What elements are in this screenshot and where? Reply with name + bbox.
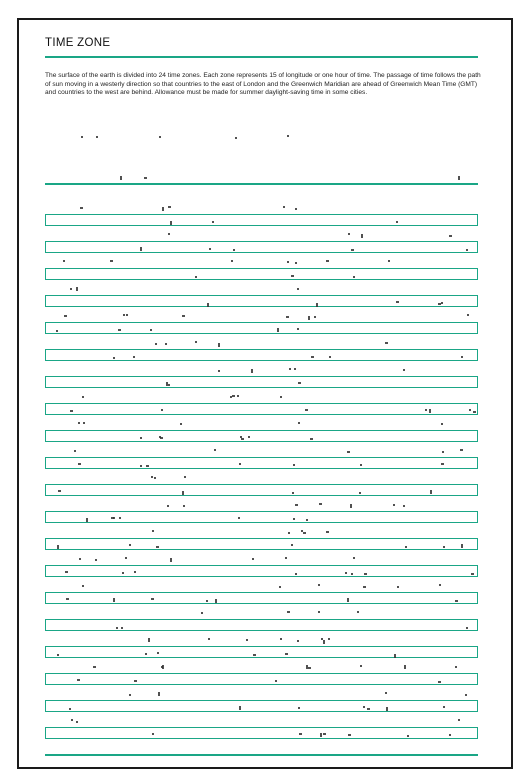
entry-mark	[397, 586, 399, 588]
entry-mark	[292, 492, 294, 494]
entry-mark	[233, 249, 235, 251]
entry-mark	[76, 721, 78, 723]
entry-mark	[239, 463, 241, 465]
entry-mark	[80, 207, 83, 209]
entry-mark	[287, 261, 289, 263]
entry-mark	[429, 409, 431, 413]
entry-mark	[152, 733, 154, 735]
entry-mark	[347, 598, 349, 602]
entry-mark	[461, 544, 463, 548]
entry-mark	[160, 437, 163, 439]
entry-mark	[69, 708, 71, 710]
entry-mark	[129, 694, 131, 696]
entry-mark	[311, 356, 314, 358]
entry-mark	[353, 557, 355, 559]
entry-mark	[151, 476, 153, 478]
entry-mark	[297, 328, 299, 330]
entry-mark	[407, 735, 409, 737]
entry-mark	[168, 206, 171, 208]
entry-mark	[466, 627, 468, 629]
entry-mark	[86, 518, 88, 522]
entry-mark	[471, 573, 474, 575]
entry-mark	[449, 235, 452, 237]
entry-mark	[58, 490, 61, 492]
intro-paragraph: The surface of the earth is divided into 24 time zones. Each zone represents 15 of longitude or one hour of time. The passage of time follows the path of sun moving in a westerly direction so that countries to the east of London and the Greenwich Maridian are ahead of Greenwich Mean Time (GMT) and countries to the west are behind. Allowance must be made for summer daylight-saving time in some cities.	[45, 72, 481, 97]
entry-mark	[441, 302, 443, 304]
entry-mark	[361, 234, 363, 238]
entry-mark	[159, 136, 161, 138]
entry-mark	[291, 275, 294, 277]
entry-mark	[314, 316, 316, 318]
entry-mark	[460, 449, 463, 451]
entry-mark	[283, 206, 285, 208]
entry-mark	[294, 368, 296, 370]
entry-mark	[319, 503, 322, 505]
entry-mark	[360, 464, 362, 466]
entry-mark	[473, 411, 476, 413]
entry-mark	[182, 491, 184, 495]
entry-mark	[151, 598, 154, 600]
entry-mark	[285, 653, 288, 655]
entry-mark	[246, 639, 248, 641]
entry-mark	[64, 315, 67, 317]
entry-mark	[299, 733, 302, 735]
entry-mark	[74, 450, 76, 452]
entry-mark	[441, 423, 443, 425]
entry-mark	[232, 395, 235, 397]
entry-mark	[350, 504, 352, 508]
entry-mark	[180, 423, 182, 425]
entry-mark	[465, 694, 467, 696]
entry-mark	[134, 571, 136, 573]
entry-mark	[298, 707, 300, 709]
entry-mark	[287, 611, 290, 613]
entry-mark	[298, 422, 300, 424]
entry-mark	[442, 451, 444, 453]
entry-mark	[293, 464, 295, 466]
entry-mark	[110, 260, 113, 262]
entry-mark	[326, 260, 329, 262]
entry-mark	[66, 598, 69, 600]
entry-mark	[280, 396, 282, 398]
entry-mark	[168, 384, 170, 386]
entry-mark	[320, 733, 322, 737]
entry-mark	[231, 260, 233, 262]
entry-mark	[293, 518, 295, 520]
entry-mark	[441, 463, 444, 465]
entry-mark	[116, 627, 118, 629]
entry-mark	[405, 546, 407, 548]
entry-mark	[156, 546, 159, 548]
entry-mark	[218, 343, 220, 347]
entry-mark	[133, 356, 135, 358]
entry-mark	[388, 260, 390, 262]
entry-mark	[140, 247, 142, 251]
entry-mark	[170, 221, 172, 225]
entry-mark	[251, 369, 253, 373]
entry-mark	[318, 584, 320, 586]
entry-mark	[146, 465, 149, 467]
entry-mark	[394, 654, 396, 658]
entry-mark	[458, 176, 460, 180]
entry-mark	[168, 233, 170, 235]
entry-mark	[403, 369, 405, 371]
entry-mark	[241, 438, 244, 440]
entry-mark	[111, 517, 114, 519]
entry-mark	[351, 249, 354, 251]
entry-mark	[295, 208, 297, 210]
entry-mark	[83, 422, 85, 424]
entry-mark	[347, 451, 350, 453]
entry-mark	[295, 262, 297, 264]
entry-mark	[120, 176, 122, 180]
entry-mark	[386, 707, 388, 711]
entry-mark	[215, 599, 217, 603]
entry-mark	[298, 382, 301, 384]
entry-mark	[239, 706, 241, 710]
entry-mark	[122, 572, 124, 574]
entry-mark	[78, 463, 81, 465]
entry-mark	[286, 316, 289, 318]
entry-mark	[113, 357, 115, 359]
entry-mark	[248, 436, 250, 438]
entry-mark	[182, 315, 185, 317]
entry-mark	[70, 410, 73, 412]
entry-mark	[144, 177, 147, 179]
entry-mark	[155, 343, 157, 345]
page-title: TIME ZONE	[45, 37, 111, 49]
entry-mark	[318, 611, 320, 613]
entry-mark	[443, 546, 445, 548]
entry-mark	[195, 341, 197, 343]
entry-mark	[393, 504, 395, 506]
entry-mark	[363, 586, 366, 588]
entry-mark	[201, 612, 203, 614]
entry-mark	[458, 719, 460, 721]
entry-mark	[306, 665, 308, 669]
entry-mark	[469, 409, 471, 411]
entry-mark	[449, 734, 451, 736]
entry-mark	[140, 465, 142, 467]
entry-mark	[170, 558, 172, 562]
entry-mark	[295, 573, 297, 575]
entry-mark	[396, 221, 398, 223]
entry-mark	[287, 135, 289, 137]
entry-mark	[360, 665, 362, 667]
entry-mark	[439, 584, 441, 586]
entry-mark	[165, 343, 167, 345]
entry-mark	[308, 667, 311, 669]
entry-mark	[403, 505, 405, 507]
timezone-entries	[45, 130, 478, 740]
entry-mark	[206, 600, 208, 602]
entry-mark	[308, 316, 310, 320]
entry-mark	[134, 680, 137, 682]
entry-mark	[288, 532, 290, 534]
entry-mark	[119, 517, 121, 519]
entry-mark	[238, 517, 240, 519]
entry-mark	[162, 207, 164, 211]
entry-mark	[93, 666, 96, 668]
entry-mark	[157, 652, 159, 654]
entry-mark	[455, 666, 457, 668]
entry-mark	[279, 586, 281, 588]
entry-mark	[79, 558, 81, 560]
entry-mark	[438, 681, 441, 683]
entry-mark	[364, 573, 367, 575]
entry-mark	[438, 303, 441, 305]
entry-mark	[291, 544, 293, 546]
entry-mark	[82, 585, 84, 587]
entry-mark	[353, 276, 355, 278]
entry-mark	[208, 638, 210, 640]
entry-mark	[56, 330, 58, 332]
entry-mark	[328, 638, 330, 640]
entry-mark	[329, 356, 331, 358]
entry-mark	[310, 438, 313, 440]
entry-mark	[345, 572, 347, 574]
entry-mark	[71, 719, 73, 721]
entry-mark	[348, 734, 351, 736]
entry-mark	[280, 638, 282, 640]
entry-mark	[425, 409, 427, 411]
entry-mark	[154, 477, 156, 479]
entry-mark	[357, 611, 359, 613]
entry-mark	[207, 303, 209, 307]
entry-mark	[158, 692, 160, 696]
entry-mark	[209, 248, 211, 250]
entry-mark	[57, 654, 59, 656]
entry-mark	[326, 531, 329, 533]
entry-mark	[214, 449, 216, 451]
entry-mark	[77, 679, 80, 681]
entry-mark	[367, 708, 370, 710]
footer-rule	[45, 754, 478, 756]
title-rule	[45, 56, 478, 58]
entry-mark	[396, 301, 399, 303]
entry-mark	[167, 505, 169, 507]
entry-mark	[65, 571, 68, 573]
entry-mark	[306, 519, 308, 521]
entry-mark	[303, 532, 306, 534]
entry-mark	[162, 665, 164, 669]
entry-mark	[275, 680, 277, 682]
entry-mark	[385, 342, 388, 344]
entry-mark	[363, 706, 365, 708]
entry-mark	[195, 276, 197, 278]
entry-mark	[76, 287, 78, 291]
entry-mark	[404, 665, 406, 669]
entry-mark	[348, 233, 350, 235]
entry-mark	[129, 544, 131, 546]
entry-mark	[237, 395, 239, 397]
entry-mark	[351, 573, 353, 575]
entry-mark	[96, 136, 98, 138]
entry-mark	[230, 396, 232, 398]
entry-mark	[443, 706, 445, 708]
entry-mark	[461, 356, 463, 358]
entry-mark	[323, 640, 325, 644]
entry-mark	[305, 409, 308, 411]
entry-mark	[113, 598, 115, 602]
entry-mark	[63, 260, 65, 262]
entry-mark	[297, 640, 299, 642]
entry-mark	[161, 409, 163, 411]
entry-mark	[466, 249, 468, 251]
entry-mark	[118, 329, 121, 331]
entry-mark	[184, 476, 186, 478]
entry-mark	[218, 370, 220, 372]
entry-mark	[289, 368, 291, 370]
entry-mark	[145, 653, 147, 655]
entry-mark	[252, 558, 254, 560]
entry-mark	[81, 136, 83, 138]
entry-mark	[235, 137, 237, 139]
entry-mark	[125, 557, 127, 559]
entry-mark	[82, 396, 84, 398]
entry-mark	[78, 422, 80, 424]
entry-mark	[57, 545, 59, 549]
entry-mark	[212, 221, 214, 223]
entry-mark	[285, 557, 287, 559]
entry-mark	[385, 692, 387, 694]
entry-mark	[70, 288, 72, 290]
entry-mark	[152, 530, 154, 532]
entry-mark	[150, 329, 152, 331]
entry-mark	[123, 314, 125, 316]
entry-mark	[253, 654, 256, 656]
entry-mark	[95, 559, 97, 561]
entry-mark	[126, 314, 128, 316]
entry-mark	[430, 490, 432, 494]
entry-mark	[121, 627, 123, 629]
entry-mark	[148, 638, 150, 642]
entry-mark	[240, 436, 242, 438]
entry-mark	[323, 733, 326, 735]
entry-mark	[277, 328, 279, 332]
entry-mark	[183, 505, 185, 507]
entry-mark	[467, 314, 469, 316]
entry-mark	[297, 288, 299, 290]
entry-mark	[295, 504, 298, 506]
entry-mark	[316, 303, 318, 307]
entry-mark	[140, 437, 142, 439]
entry-mark	[359, 492, 361, 494]
entry-mark	[455, 600, 458, 602]
